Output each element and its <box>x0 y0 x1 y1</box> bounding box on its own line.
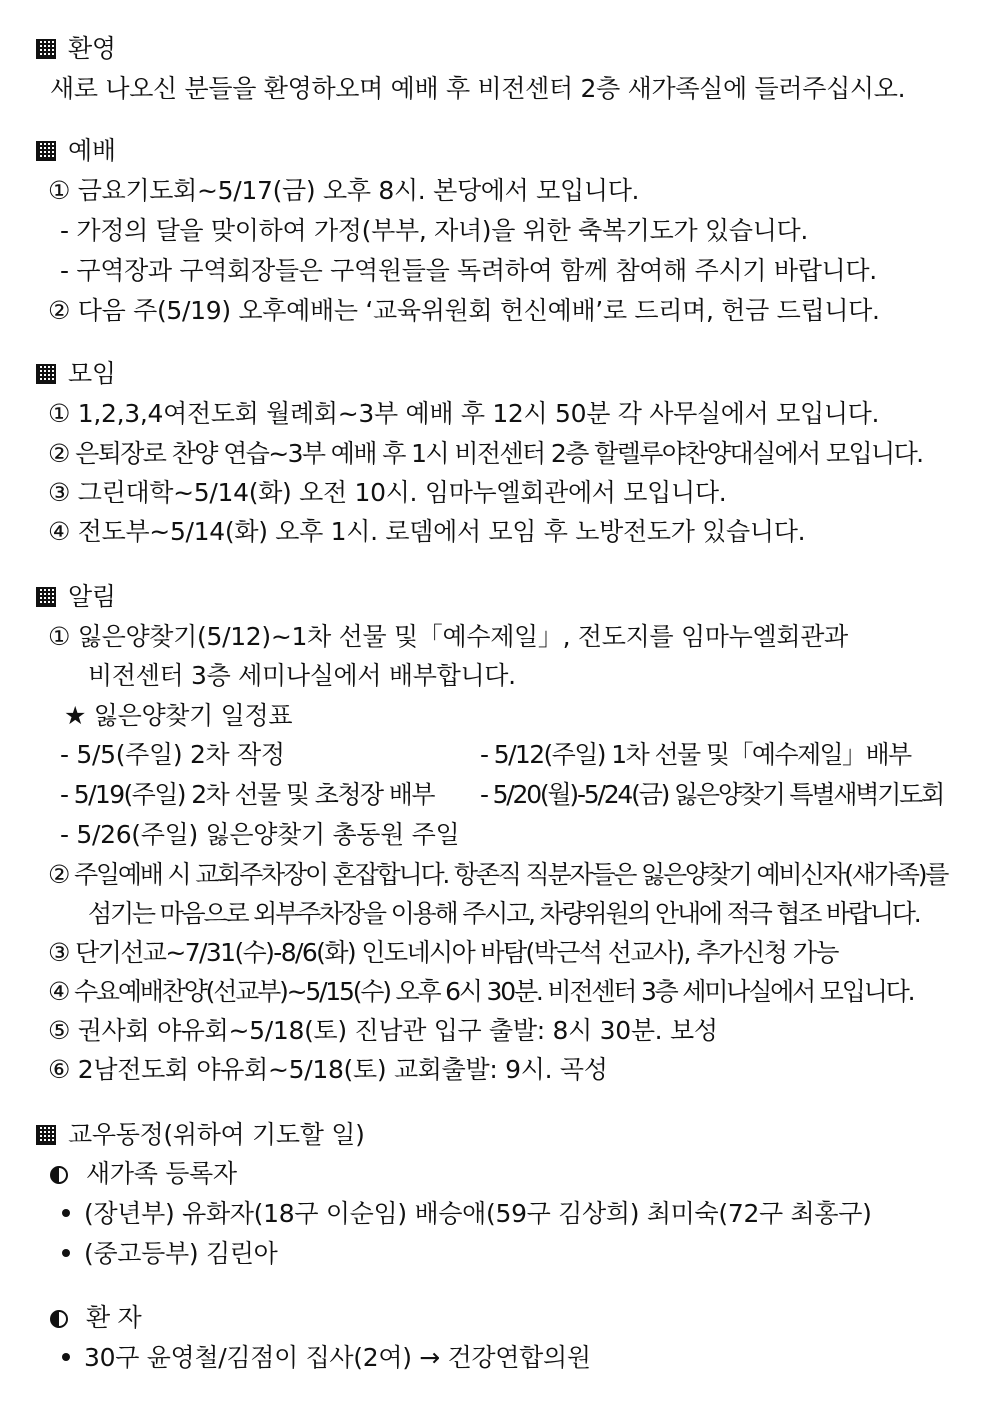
section-box-icon <box>36 364 56 384</box>
bullet-icon <box>62 1209 70 1217</box>
meeting-item-2: ② 은퇴장로 찬양 연습~3부 예배 후 1시 비전센터 2층 할렐루야찬양대실에서 모입니다. <box>48 439 923 468</box>
meeting-item-3: ③ 그린대학~5/14(화) 오전 10시. 임마누엘회관에서 모입니다. <box>48 478 727 507</box>
meeting-item-4: ④ 전도부~5/14(화) 오후 1시. 로뎀에서 모임 후 노방전도가 있습니다. <box>48 517 806 546</box>
schedule-right-2: - 5/20(월)-5/24(금) 잃은양찾기 특별새벽기도회 <box>480 780 944 809</box>
notice-item-3: ③ 단기선교~7/31(수)-8/6(화) 인도네시아 바탐(박근석 선교사), 추가신청 가능 <box>48 938 838 967</box>
meeting-item-1: ① 1,2,3,4여전도회 월례회~3부 예배 후 12시 50분 각 사무실에서 모입니다. <box>48 399 880 428</box>
worship-heading: 예배 <box>36 132 992 170</box>
bullet-icon <box>62 1353 70 1361</box>
meeting-heading: 모임 <box>36 355 992 393</box>
section-box-icon <box>36 39 56 59</box>
notice-item-1-line-1: ① 잃은양찾기(5/12)~1차 선물 및「예수제일」, 전도지를 임마누엘회관과 <box>48 622 848 651</box>
worship-item-1-sub-2: - 구역장과 구역회장들은 구역원들을 독려하여 함께 참여해 주시기 바랍니다. <box>60 256 877 285</box>
schedule-left-2: - 5/19(주일) 2차 선물 및 초청장 배부 <box>60 780 434 809</box>
worship-item-2: ② 다음 주(5/19) 오후예배는 ‘교육위원회 헌신예배’로 드리며, 헌금 드립니다. <box>48 296 880 325</box>
notice-item-5: ⑤ 권사회 야유회~5/18(토) 진남관 입구 출발: 8시 30분. 보성 <box>48 1016 718 1045</box>
schedule-left-1: - 5/5(주일) 2차 작정 <box>60 740 285 769</box>
notice-item-4: ④ 수요예배찬양(선교부)~5/15(수) 오후 6시 30분. 비전센터 3층 세미나실에서 모입니다. <box>48 977 914 1006</box>
worship-item-1-sub-1: - 가정의 달을 맞이하여 가정(부부, 자녀)을 위한 축복기도가 있습니다. <box>60 216 809 245</box>
worship-item-1: ① 금요기도회~5/17(금) 오후 8시. 본당에서 모입니다. <box>48 176 640 205</box>
schedule-title: ★ 잃은양찾기 일정표 <box>64 701 293 730</box>
welcome-heading: 환영 <box>36 30 992 68</box>
newcomer-item-1: (장년부) 유화자(18구 이순임) 배승애(59구 김상희) 최미숙(72구 최홍구) <box>62 1195 992 1233</box>
members-heading: 교우동정(위하여 기도할 일) <box>36 1116 992 1154</box>
patients-title: 환 자 <box>50 1299 992 1337</box>
section-box-icon <box>36 1125 56 1145</box>
newcomers-title: 새가족 등록자 <box>50 1155 992 1193</box>
notice-item-2-line-2: 섬기는 마음으로 외부주차장을 이용해 주시고, 차량위원의 안내에 적극 협조 바랍니다. <box>88 899 920 928</box>
notice-item-2-line-1: ② 주일예배 시 교회주차장이 혼잡합니다. 항존직 직분자들은 잃은양찾기 예비신자(새가족)를 <box>48 860 948 889</box>
schedule-left-3: - 5/26(주일) 잃은양찾기 총동원 주일 <box>60 820 460 849</box>
section-box-icon <box>36 587 56 607</box>
half-circle-icon <box>50 1310 68 1328</box>
notice-item-1-line-2: 비전센터 3층 세미나실에서 배부합니다. <box>88 661 516 690</box>
schedule-right-1: - 5/12(주일) 1차 선물 및「예수제일」배부 <box>480 740 911 769</box>
bullet-icon <box>62 1249 70 1257</box>
section-box-icon <box>36 141 56 161</box>
notice-heading: 알림 <box>36 578 992 616</box>
newcomer-item-2: (중고등부) 김린아 <box>62 1235 992 1273</box>
half-circle-icon <box>50 1166 68 1184</box>
welcome-text: 새로 나오신 분들을 환영하오며 예배 후 비전센터 2층 새가족실에 들러주십시오. <box>50 74 906 103</box>
patient-item-1: 30구 윤영철/김점이 집사(2여) → 건강연합의원 <box>62 1339 992 1377</box>
notice-item-6: ⑥ 2남전도회 야유회~5/18(토) 교회출발: 9시. 곡성 <box>48 1055 608 1084</box>
